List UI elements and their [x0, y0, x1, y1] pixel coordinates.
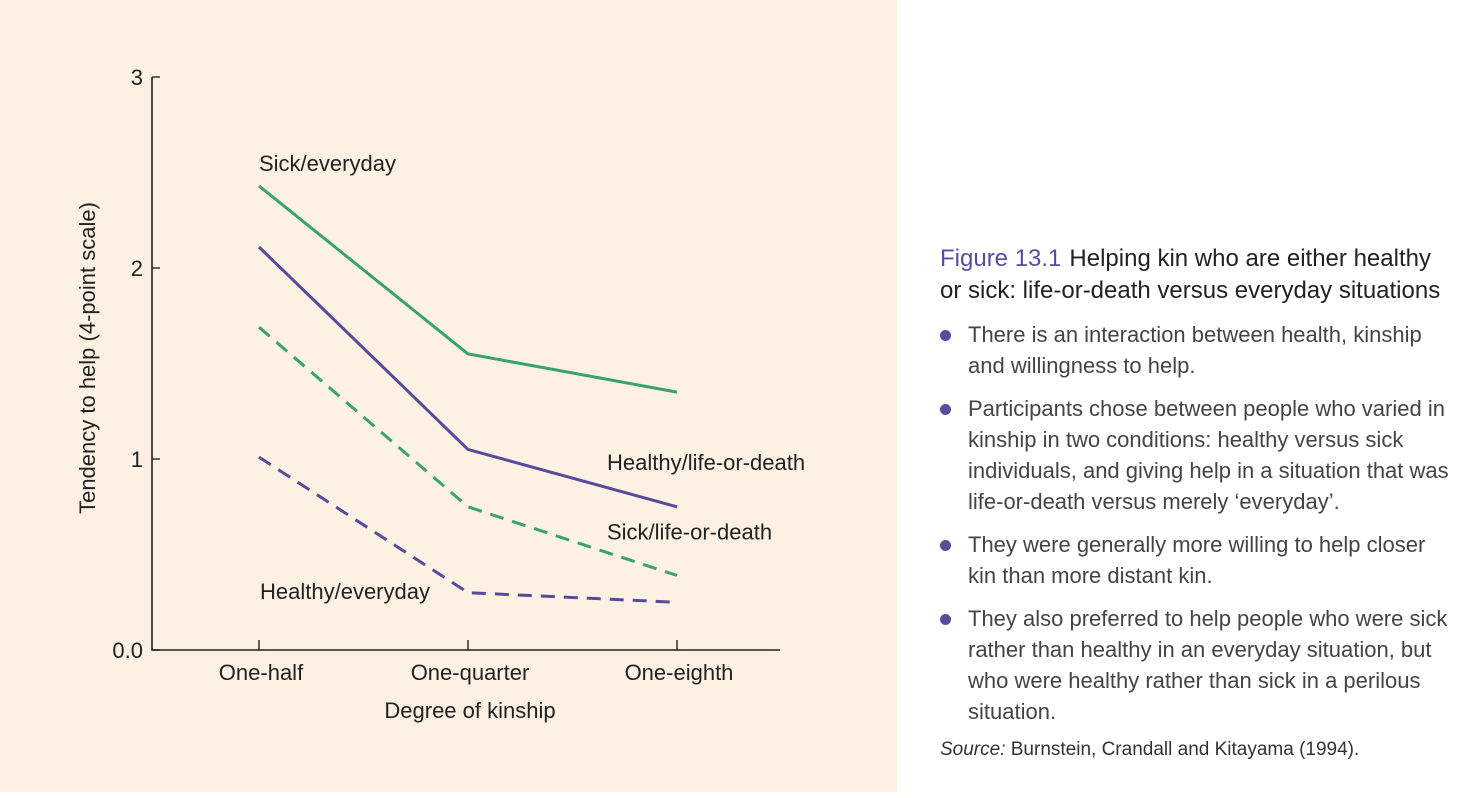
- bullet-text: They also preferred to help people who were sick rather than healthy in an everyday situation, but who were healthy rather than sick in a perilous situation.: [968, 606, 1448, 724]
- y-tick-label: 2: [130, 256, 143, 281]
- bullet-list: [940, 319, 1455, 727]
- x-tick-label: One-half: [218, 660, 304, 685]
- x-tick-label: One-eighth: [624, 660, 734, 685]
- bullet-text: There is an interaction between health, kinship and willingness to help.: [968, 322, 1422, 378]
- series-line: [259, 186, 677, 392]
- y-tick-label: 3: [130, 65, 143, 90]
- list-item: [940, 393, 1455, 517]
- source-text: Burnstein, Crandall and Kitayama (1994).: [1005, 739, 1360, 760]
- x-tick-label: One-quarter: [410, 660, 530, 685]
- y-axis-title: Tendency to help (4-point scale): [75, 202, 100, 514]
- figure-caption: [940, 243, 1455, 761]
- series-label: Sick/everyday: [259, 150, 396, 176]
- list-item: [940, 603, 1455, 727]
- axes: [152, 77, 780, 650]
- figure-title: Helping kin who are either healthy or sick: life-or-death versus everyday situations: [940, 245, 1441, 304]
- bullet-dot-icon: [940, 404, 951, 415]
- y-tick-label: 1: [130, 447, 143, 472]
- source-line: [940, 739, 1455, 761]
- bullet-dot-icon: [940, 614, 951, 625]
- bullet-dot-icon: [940, 330, 951, 341]
- list-item: [940, 529, 1455, 591]
- x-axis-title: Degree of kinship: [384, 698, 556, 723]
- figure-heading: [940, 243, 1455, 307]
- axes-frame: [152, 77, 780, 650]
- list-item: [940, 319, 1455, 381]
- bullet-dot-icon: [940, 540, 951, 551]
- bullet-text: Participants chose between people who varied in kinship in two conditions: healthy versus sick individuals, and giving help in a situation that was life-or-death versus merely ‘everyday’.: [968, 396, 1449, 514]
- series-label: Healthy/life-or-death: [607, 449, 806, 475]
- series-label: Healthy/everyday: [260, 579, 430, 605]
- bullet-text: They were generally more willing to help closer kin than more distant kin.: [968, 532, 1426, 588]
- series-labels: [259, 151, 805, 604]
- figure-number: Figure 13.1: [940, 245, 1062, 272]
- source-prefix: Source:: [940, 739, 1006, 760]
- y-tick-label: 0.0: [112, 638, 143, 663]
- series-label: Sick/life-or-death: [607, 519, 773, 545]
